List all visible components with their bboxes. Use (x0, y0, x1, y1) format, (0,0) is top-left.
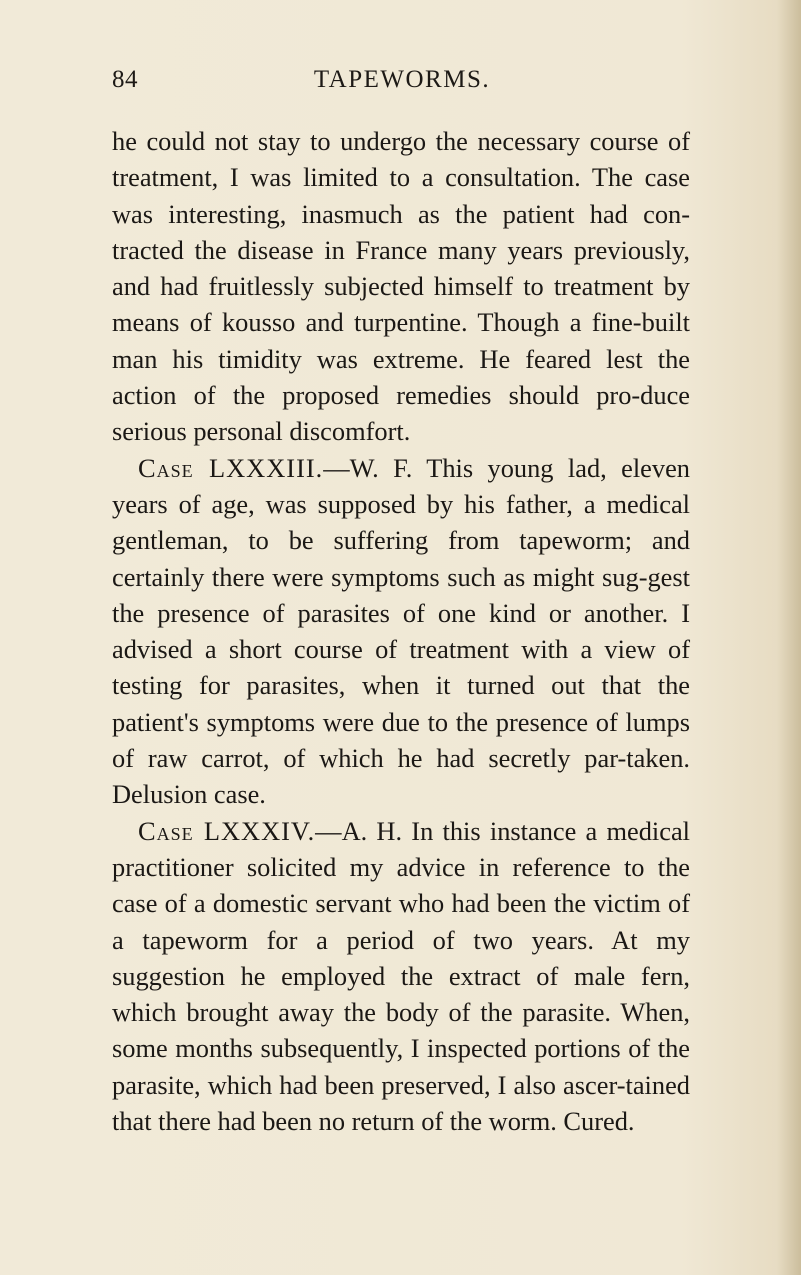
paragraph-case-83 (112, 450, 690, 813)
case-label-83: Case LXXXIII. (138, 452, 324, 483)
page-number: 84 (112, 66, 138, 93)
body-text (112, 123, 690, 1139)
case-text-84: —A. H. In this instance a medical practitioner solicited my advice in reference to the case of a domestic servant who had been the victim of a tapeworm for a period of two years. At my suggestion he employed the extract of male fern, which brought away the body of the parasite. When, some months subsequently, I inspected portions of the parasite, which had been preserved, I also ascer-tained that there had been no return of the worm. Cured. (112, 815, 691, 1137)
paragraph-continuation: he could not stay to undergo the necessary course of treatment, I was limited to a consultation. The case was interesting, inasmuch as the patient had con-tracted the disease in France many years previously, and had fruitlessly subjected himself to treatment by means of kousso and turpentine. Though a fine-built man his timidity was extreme. He feared lest the action of the proposed remedies should pro-duce serious personal discomfort. (112, 126, 690, 447)
paragraph-case-84 (112, 813, 690, 1140)
page-header (112, 66, 692, 100)
running-title: TAPEWORMS. (313, 66, 491, 93)
case-label-84: Case LXXXIV. (138, 815, 316, 846)
case-text-83: —W. F. This young lad, eleven years of age, was supposed by his father, a medical gentleman, to be suffering from tapeworm; and certainly there were symptoms such as might sug-gest the presence of parasites of one kind or another. I advised a short course of treatment with a view of testing for parasites, when it turned out that the patient's symptoms were due to the presence of lumps of raw carrot, of which he had secretly par-taken. Delusion case. (112, 452, 690, 810)
